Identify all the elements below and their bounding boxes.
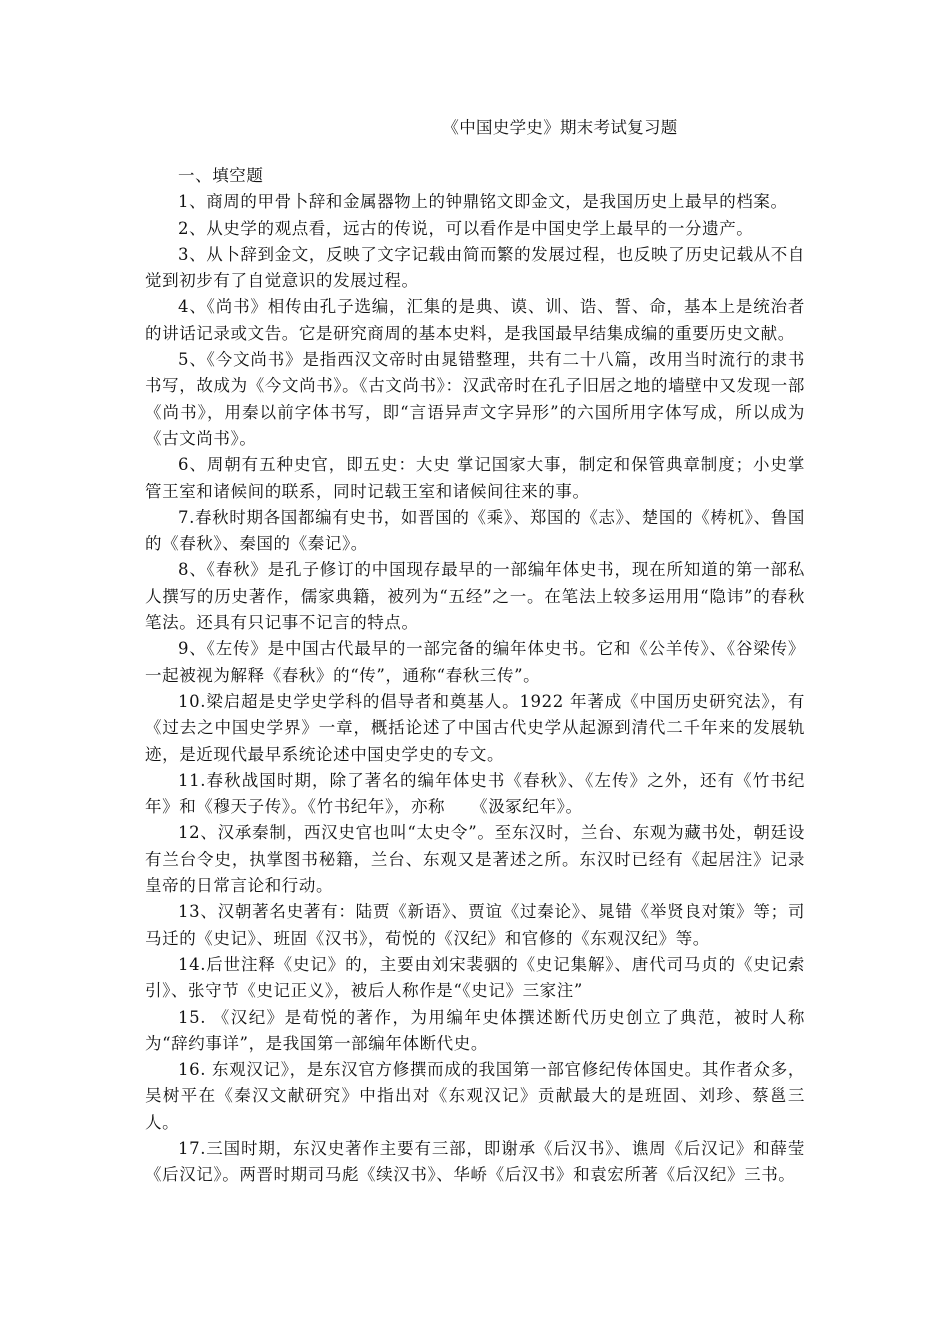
section-heading: 一、填空题 — [178, 166, 264, 185]
paragraph-6: 6、周朝有五种史官，即五史：大史 掌记国家大事，制定和保管典章制度；小史掌管王室和诸候间的联系，同时记载王室和诸候间往来的事。 — [145, 455, 805, 501]
paragraph-8: 8、《春秋》是孔子修订的中国现存最早的一部编年体史书，现在所知道的第一部私人撰写的历史著作，儒家典籍，被列为“五经”之一。在笔法上较多运用用“隐讳”的春秋笔法。还具有只记事不记言的特点。 — [145, 560, 805, 633]
paragraph-2: 2、从史学的观点看，远古的传说，可以看作是中国史学上最早的一分遗产。 — [178, 218, 754, 238]
paragraph-4: 4、《尚书》相传由孔子选编，汇集的是典、谟、训、诰、誓、命，基本上是统治者的讲话记录或文告。它是研究商周的基本史料，是我国最早结集成编的重要历史文献。 — [145, 297, 805, 343]
paragraph-11: 11.春秋战国时期，除了著名的编年体史书《春秋》、《左传》之外，还有《竹书纪年》和《穆天子传》。《竹书纪年》，亦称 《汲冢纪年》。 — [145, 770, 805, 817]
paragraph-16: 16. 东观汉记》，是东汉官方修撰而成的我国第一部官修纪传体国史。其作者众多，吴树平在《秦汉文献研究》中指出对《东观汉记》贡献最大的是班固、刘珍、蔡邕三人。 — [145, 1060, 805, 1132]
paragraph-3: 3、从卜辞到金文，反映了文字记载由简而繁的发展过程，也反映了历史记载从不自觉到初步有了自觉意识的发展过程。 — [145, 244, 805, 291]
paragraph-7: 7.春秋时期各国都编有史书，如晋国的《乘》、郑国的《志》、楚国的《梼杌》、鲁国的《春秋》、秦国的《秦记》。 — [145, 507, 805, 554]
paragraph-10: 10.梁启超是史学史学科的倡导者和奠基人。1922 年著成《中国历史研究法》，有《过去之中国史学界》一章，概括论述了中国古代史学从起源到清代二千年来的发展轨迹，是近现代最早系统论述中国史学史的专文。 — [145, 691, 805, 764]
paragraph-1: 1、商周的甲骨卜辞和金属器物上的钟鼎铭文即金文，是我国历史上最早的档案。 — [178, 192, 788, 212]
document-title: 《中国史学史》期末考试复习题 — [442, 118, 678, 137]
paragraph-13: 13、汉朝著名史著有：陆贾《新语》、贾谊《过秦论》、晁错《举贤良对策》等；司马迁的《史记》、班固《汉书》，荀悦的《汉纪》和官修的《东观汉纪》等。 — [145, 902, 805, 948]
paragraph-12: 12、汉承秦制，西汉史官也叫“太史令”。至东汉时，兰台、东观为藏书处，朝廷设有兰台令史，执掌图书秘籍，兰台、东观又是著述之所。东汉时已经有《起居注》记录皇帝的日常言论和行动。 — [145, 823, 805, 896]
paragraph-17: 17.三国时期，东汉史著作主要有三部，即谢承《后汉书》、谯周《后汉记》和薛莹《后汉记》。两晋时期司马彪《续汉书》、华峤《后汉书》和袁宏所著《后汉纪》三书。 — [145, 1138, 805, 1185]
document-body — [145, 163, 805, 1189]
paragraph-9: 9、《左传》是中国古代最早的一部完备的编年体史书。它和《公羊传》、《谷梁传》一起被视为解释《春秋》的“传”，通称“春秋三传”。 — [145, 639, 805, 685]
paragraph-5: 5、《今文尚书》是指西汉文帝时由晁错整理，共有二十八篇，改用当时流行的隶书书写，故成为《今文尚书》。《古文尚书》：汉武帝时在孔子旧居之地的墙壁中又发现一部《尚书》，用秦以前字体书写，即“言语异声文字异形”的六国所用字体写成，所以成为《古文尚书》。 — [145, 350, 805, 448]
paragraph-15: 15. 《汉纪》是荀悦的著作，为用编年史体撰述断代历史创立了典范，被时人称为“辞约事详”，是我国第一部编年体断代史。 — [145, 1007, 805, 1053]
paragraph-14: 14.后世注释《史记》的，主要由刘宋裴骃的《史记集解》、唐代司马贞的《史记索引》、张守节《史记正义》，被后人称作是“《史记》三家注” — [145, 954, 805, 1001]
